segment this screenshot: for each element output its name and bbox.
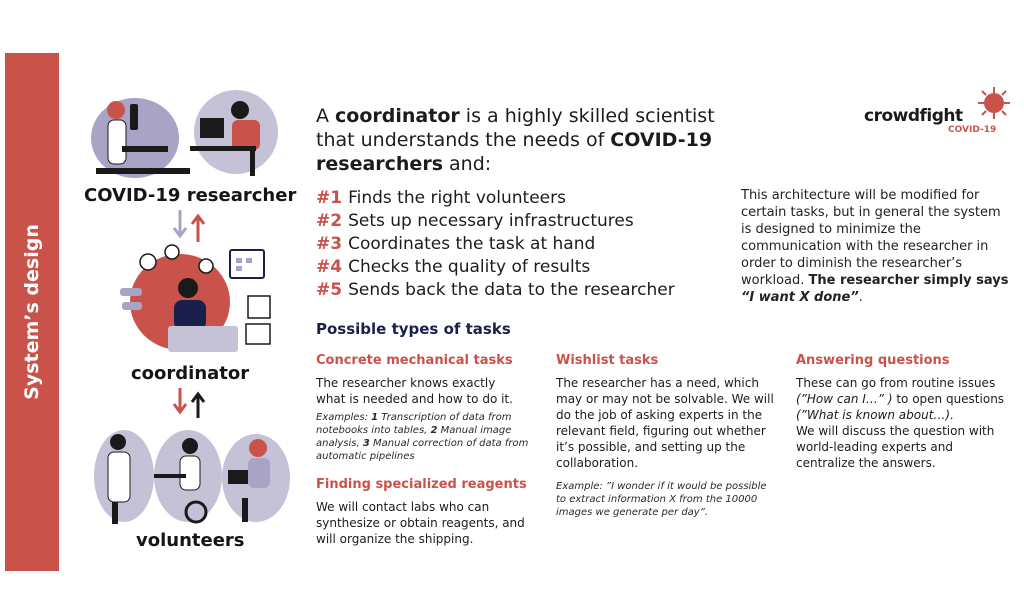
steps-list xyxy=(316,187,716,302)
step-text: Sets up necessary infrastructures xyxy=(348,211,634,231)
sidebar xyxy=(5,53,59,571)
intro-bold-coordinator: coordinator xyxy=(335,105,460,127)
example-number: 2 xyxy=(430,425,438,436)
volunteers-label: volunteers xyxy=(136,530,245,551)
architecture-text: This architecture will be modified for certain tasks, but in general the system is designed to minimize the communication with the researcher in order to diminish the researcher’s workload. xyxy=(741,188,1001,288)
example-text: Manual image analysis, xyxy=(316,425,512,449)
mechanical-tasks-examples xyxy=(316,411,541,463)
intro-text: and: xyxy=(443,153,492,175)
reagents-title: Finding specialized reagents xyxy=(316,477,527,492)
wishlist-tasks-text: The researcher has a need, which may or may not be solvable. We will do the job of asking experts in the relevant field, figuring out whether it’s possible, and setting up the collaboration. xyxy=(556,376,774,470)
answering-questions-text xyxy=(796,375,1011,471)
step-text: Checks the quality of results xyxy=(348,257,591,277)
logo-text: crowdfight xyxy=(864,106,963,126)
step-item xyxy=(316,279,716,302)
coordinator-illustration xyxy=(118,244,278,356)
reagents-text: We will contact labs who can synthesize or obtain reagents, and will organize the shipping. xyxy=(316,500,525,546)
step-text: Coordinates the task at hand xyxy=(348,234,596,254)
example-text: Transcription of data from notebooks into tables, xyxy=(316,412,512,436)
example-number: 1 xyxy=(371,412,379,423)
questions-italic: (”How can I…” ) xyxy=(796,392,893,406)
architecture-quote: “I want X done” xyxy=(741,290,859,305)
step-number: #2 xyxy=(316,211,343,231)
architecture-end: . xyxy=(858,290,863,305)
virus-icon xyxy=(976,86,1012,120)
questions-text: These can go from routine issues xyxy=(796,376,996,390)
example-number: 3 xyxy=(362,438,370,449)
step-item xyxy=(316,256,716,279)
example-text: Manual correction of data from automatic pipelines xyxy=(316,438,529,462)
volunteers-illustration xyxy=(92,422,292,526)
questions-italic: (”What is known about…). xyxy=(796,408,954,422)
intro-paragraph xyxy=(316,104,716,176)
step-text: Finds the right volunteers xyxy=(348,188,566,208)
architecture-note xyxy=(741,187,1011,306)
mechanical-tasks-title: Concrete mechanical tasks xyxy=(316,353,513,368)
questions-text: We will discuss the question with world-leading experts and centralize the answers. xyxy=(796,424,995,470)
intro-text: is a highly skilled scientist that understands the needs of xyxy=(316,105,715,151)
wishlist-tasks-title: Wishlist tasks xyxy=(556,353,659,368)
researcher-illustration xyxy=(90,88,280,180)
answering-questions-title: Answering questions xyxy=(796,353,950,368)
step-item xyxy=(316,233,716,256)
mechanical-tasks-text: The researcher knows exactly what is needed and how to do it. xyxy=(316,376,513,406)
logo-subtext: COVID-19 xyxy=(948,125,997,135)
intro-bold-researchers: COVID-19 researchers xyxy=(316,129,713,175)
researcher-label: COVID-19 researcher xyxy=(84,185,297,206)
step-text: Sends back the data to the researcher xyxy=(348,280,675,300)
step-item xyxy=(316,210,716,233)
wishlist-tasks-example: Example: ”I wonder if it would be possible to extract information X from the 10000 images we generate per day”. xyxy=(556,481,767,518)
step-number: #5 xyxy=(316,280,343,300)
architecture-bold: The researcher simply says xyxy=(808,273,1009,288)
intro-text: A xyxy=(316,105,336,127)
examples-lead: Examples: xyxy=(316,412,372,423)
questions-text: to open questions xyxy=(892,392,1005,406)
tasks-section-title: Possible types of tasks xyxy=(316,320,511,338)
step-number: #3 xyxy=(316,234,343,254)
up-down-arrows-icon xyxy=(170,386,210,420)
coordinator-label: coordinator xyxy=(131,363,250,384)
step-number: #4 xyxy=(316,257,343,277)
up-down-arrows-icon xyxy=(170,208,210,244)
sidebar-title: System’s design xyxy=(21,224,43,400)
step-number: #1 xyxy=(316,188,343,208)
crowdfight-logo xyxy=(864,86,1014,136)
step-item xyxy=(316,187,716,210)
